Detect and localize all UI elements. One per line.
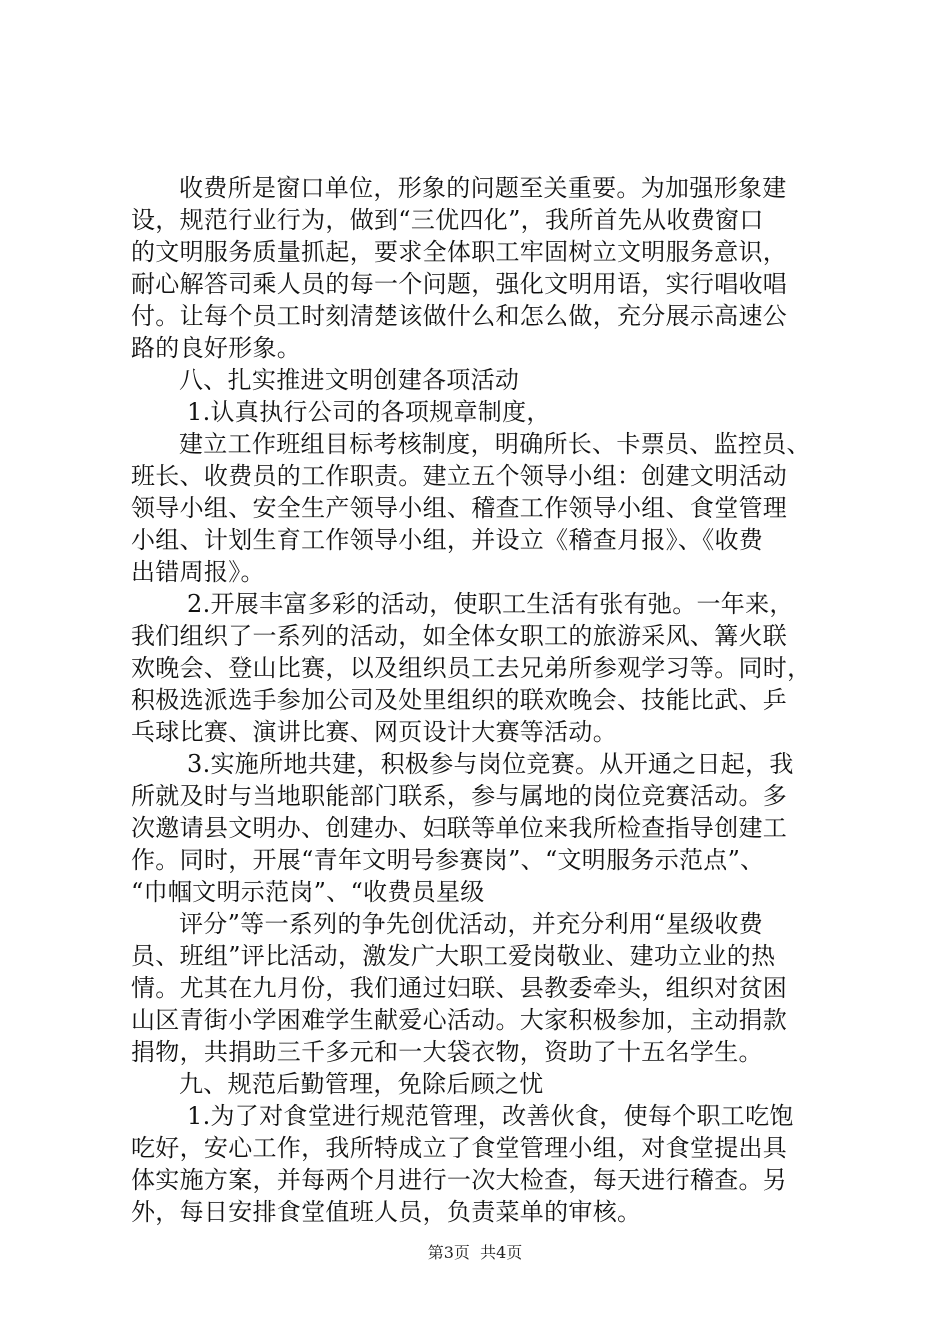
paragraph-line: 所就及时与当地职能部门联系，参与属地的岗位竞赛活动。多 [131, 782, 788, 810]
paragraph-line: 设，规范行业行为，做到“三优四化”，我所首先从收费窗口 [131, 206, 764, 234]
paragraph-line: 吃好，安心工作，我所特成立了食堂管理小组，对食堂提出具 [131, 1134, 788, 1162]
paragraph-line: 次邀请县文明办、创建办、妇联等单位来我所检查指导创建工 [131, 814, 788, 842]
paragraph-line: 体实施方案，并每两个月进行一次大检查，每天进行稽查。另 [131, 1166, 788, 1194]
paragraph-line: 员、班组”评比活动，激发广大职工爱岗敬业、建功立业的热 [131, 942, 776, 970]
paragraph-line: 情。尤其在九月份，我们通过妇联、县教委牵头，组织对贫困 [131, 974, 788, 1002]
page-footer: 第3页 共4页 [427, 1243, 523, 1262]
paragraph-line: 作。同时，开展“青年文明号参赛岗”、“文明服务示范点”、 [131, 846, 765, 874]
paragraph-line: 评分”等一系列的争先创优活动，并充分利用“星级收费 [179, 910, 764, 938]
paragraph-line: 积极选派选手参加公司及处里组织的联欢晚会、技能比武、乒 [131, 686, 788, 714]
body-text [131, 172, 851, 1228]
paragraph-line: 2.开展丰富多彩的活动，使职工生活有张有弛。一年来， [187, 590, 794, 618]
paragraph-line: 外，每日安排食堂值班人员，负责菜单的审核。 [131, 1198, 642, 1226]
paragraph-line: 1.为了对食堂进行规范管理，改善伙食，使每个职工吃饱 [187, 1102, 794, 1130]
paragraph-line: 乓球比赛、演讲比赛、网页设计大赛等活动。 [131, 718, 617, 746]
item-heading: 1.认真执行公司的各项规章制度， [187, 398, 551, 426]
paragraph-line: 班长、收费员的工作职责。建立五个领导小组：创建文明活动 [131, 462, 788, 490]
section-heading: 八、扎实推进文明创建各项活动 [179, 366, 520, 394]
paragraph-line: 山区青街小学困难学生献爱心活动。大家积极参加，主动捐款 [131, 1006, 788, 1034]
paragraph-line: 我们组织了一系列的活动，如全体女职工的旅游采风、篝火联 [131, 622, 788, 650]
paragraph-line: 收费所是窗口单位，形象的问题至关重要。为加强形象建 [179, 174, 787, 202]
paragraph-line: “巾帼文明示范岗”、“收费员星级 [131, 878, 485, 906]
paragraph-line: 路的良好形象。 [131, 334, 302, 362]
paragraph-line: 欢晚会、登山比赛，以及组织员工去兄弟所参观学习等。同时， [131, 654, 812, 682]
paragraph-line: 建立工作班组目标考核制度，明确所长、卡票员、监控员、 [179, 430, 811, 458]
paragraph-line: 付。让每个员工时刻清楚该做什么和怎么做，充分展示高速公 [131, 302, 788, 330]
paragraph-line: 出错周报》。 [131, 558, 265, 586]
paragraph-line: 小组、计划生育工作领导小组，并设立《稽查月报》、《收费 [131, 526, 764, 554]
section-heading: 九、规范后勤管理，免除后顾之忧 [179, 1070, 544, 1098]
paragraph-line: 捐物，共捐助三千多元和一大袋衣物，资助了十五名学生。 [131, 1038, 763, 1066]
paragraph-line: 的文明服务质量抓起，要求全体职工牢固树立文明服务意识， [131, 238, 788, 266]
paragraph-line: 耐心解答司乘人员的每一个问题，强化文明用语，实行唱收唱 [131, 270, 788, 298]
paragraph-line: 领导小组、安全生产领导小组、稽查工作领导小组、食堂管理 [131, 494, 788, 522]
paragraph-line: 3.实施所地共建，积极参与岗位竞赛。从开通之日起，我 [187, 750, 794, 778]
